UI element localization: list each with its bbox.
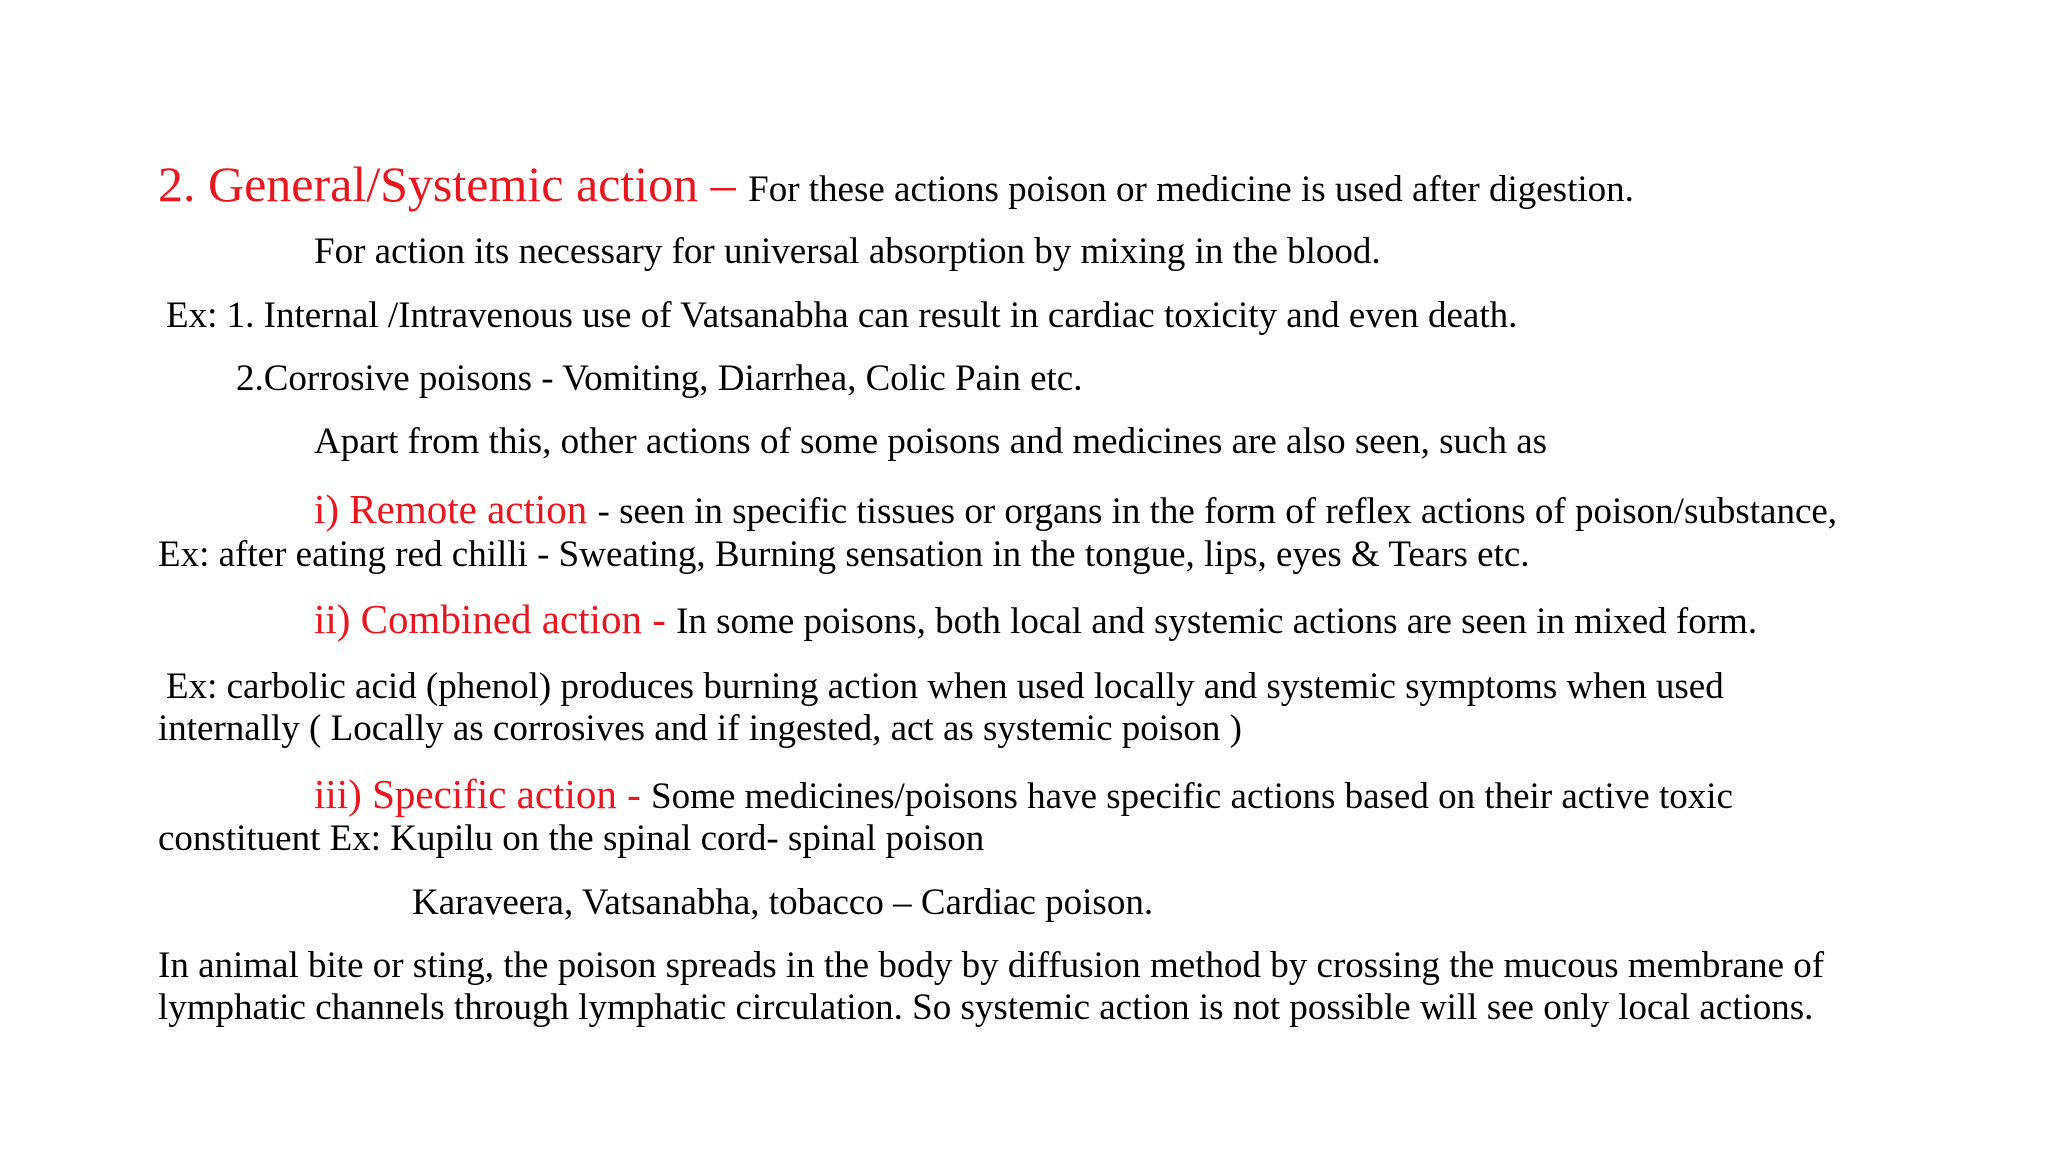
combined-example-line-2: internally ( Locally as corrosives and if ingested, act as systemic poison )	[158, 708, 1243, 749]
example-1-line: Ex: 1. Internal /Intravenous use of Vatsanabha can result in cardiac toxicity and even death.	[166, 295, 1518, 336]
combined-action-text: In some poisons, both local and systemic actions are seen in mixed form.	[676, 601, 1758, 642]
example-2-line: 2.Corrosive poisons - Vomiting, Diarrhea, Colic Pain etc.	[236, 358, 1083, 399]
combined-example-line-1: Ex: carbolic acid (phenol) produces burning action when used locally and systemic symptoms when used	[166, 666, 1724, 707]
specific-action-text: Some medicines/poisons have specific actions based on their active toxic	[651, 776, 1733, 817]
combined-action-title: ii) Combined action -	[314, 596, 677, 642]
cardiac-poison-line: Karaveera, Vatsanabha, tobacco – Cardiac poison.	[412, 882, 1154, 923]
intro-line: For action its necessary for universal absorption by mixing in the blood.	[314, 231, 1381, 272]
remote-action-line	[314, 486, 1837, 534]
specific-action-title: iii) Specific action -	[314, 771, 651, 817]
combined-action-line	[314, 596, 1757, 644]
remote-action-title: i) Remote action	[314, 486, 598, 532]
animal-bite-line-1: In animal bite or sting, the poison spreads in the body by diffusion method by crossing the mucous membrane of	[158, 945, 1825, 986]
specific-action-line	[314, 771, 1733, 819]
heading-title: 2. General/Systemic action –	[158, 156, 749, 212]
heading-line	[158, 156, 1634, 214]
animal-bite-line-2: lymphatic channels through lymphatic circulation. So systemic action is not possible will see only local actions.	[158, 987, 1814, 1028]
apart-line: Apart from this, other actions of some poisons and medicines are also seen, such as	[314, 421, 1548, 462]
heading-text: For these actions poison or medicine is used after digestion.	[748, 169, 1634, 210]
specific-action-example: constituent Ex: Kupilu on the spinal cord- spinal poison	[158, 818, 985, 859]
remote-action-text: - seen in specific tissues or organs in the form of reflex actions of poison/substance,	[597, 491, 1838, 532]
remote-action-example: Ex: after eating red chilli - Sweating, Burning sensation in the tongue, lips, eyes & Tears etc.	[158, 534, 1530, 575]
